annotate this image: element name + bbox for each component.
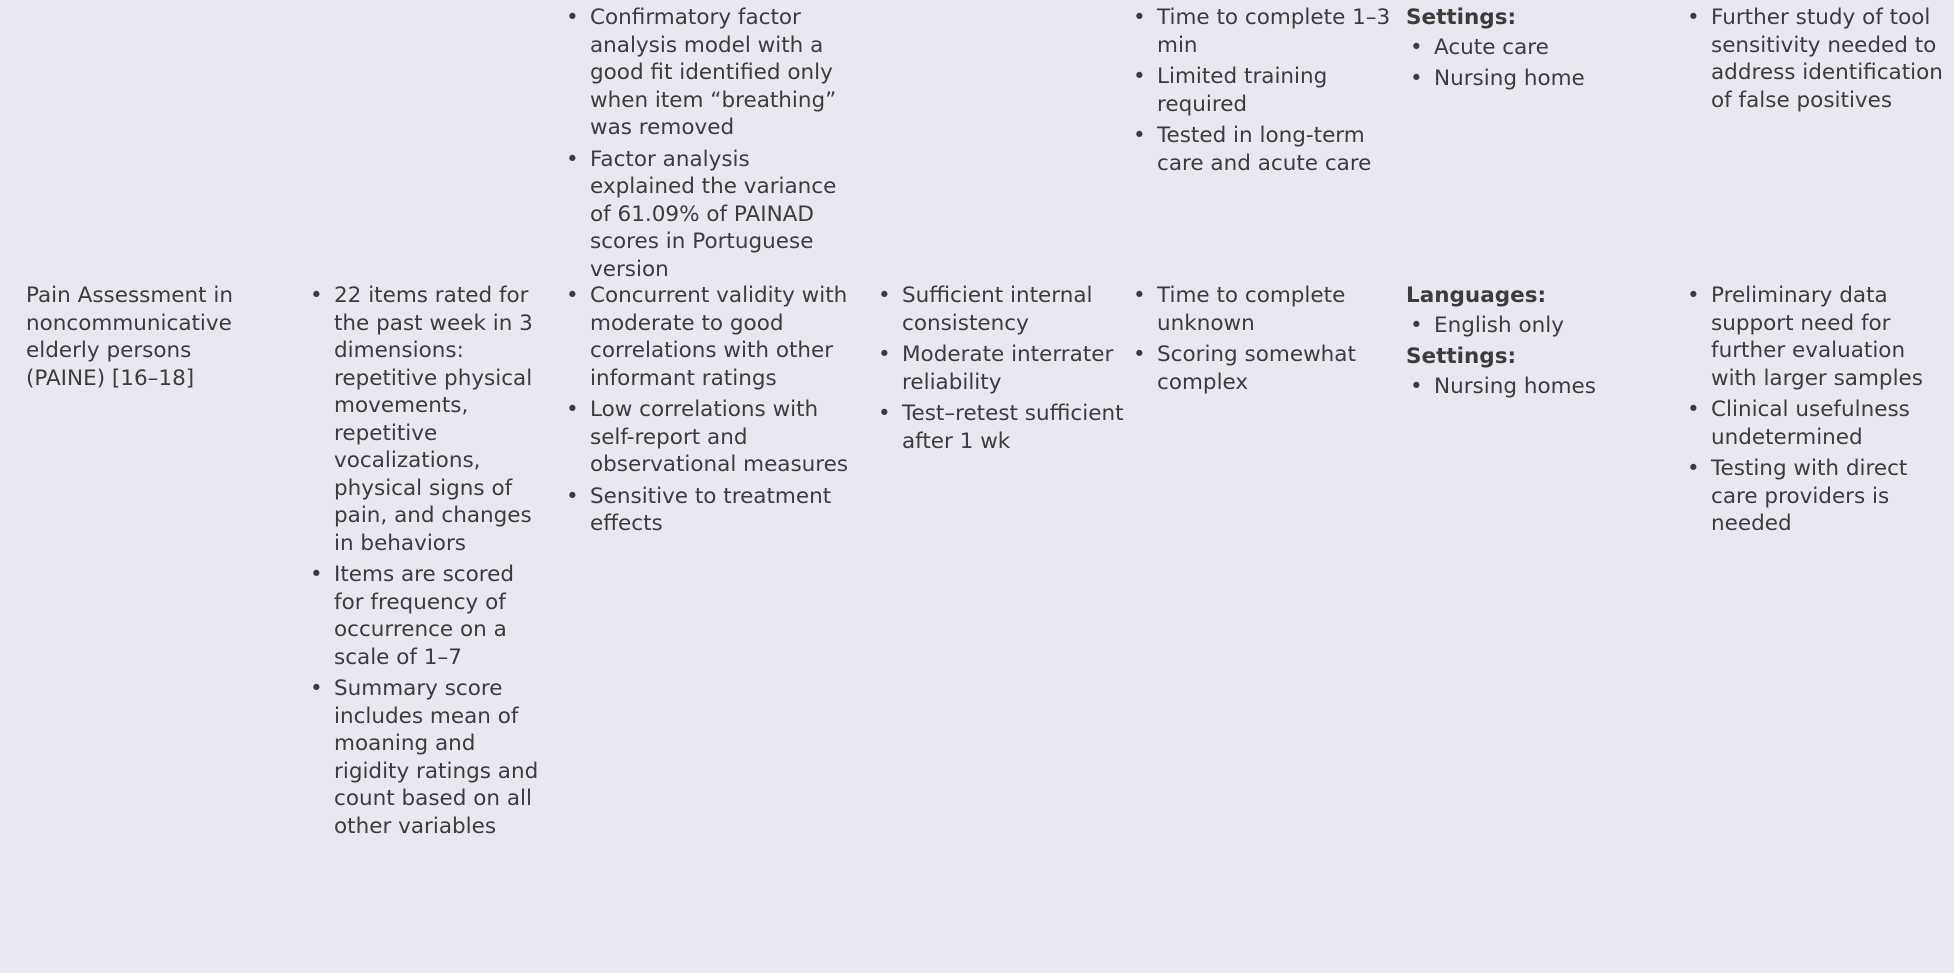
list-item: • Acute care	[1406, 34, 1676, 62]
paine-comments-cell	[1683, 282, 1945, 542]
list-item: • Preliminary data support need for further evaluation with larger samples	[1683, 282, 1945, 392]
list-item: • Factor analysis explained the variance of 61.09% of PAINAD scores in Portuguese version	[562, 146, 852, 284]
top-row-clinical-utility-cell	[1129, 4, 1409, 181]
tool-name: Pain Assessment in noncommunicative elderly persons (PAINE) [16–18]	[26, 283, 234, 391]
list-item: • Items are scored for frequency of occurrence on a scale of 1–7	[306, 561, 546, 671]
top-row-comments-cell	[1683, 4, 1945, 118]
top-row-settings-cell	[1406, 4, 1676, 97]
list-item: • Nursing home	[1406, 65, 1676, 93]
list-item: • Concurrent validity with moderate to good correlations with other informant ratings	[562, 282, 852, 392]
settings-heading: Settings:	[1406, 344, 1517, 369]
settings-heading: Settings:	[1406, 5, 1517, 30]
list-item: • Clinical usefulness undetermined	[1683, 396, 1945, 451]
list-item: • Sensitive to treatment effects	[562, 483, 852, 538]
list-item: • Sufficient internal consistency	[874, 282, 1124, 337]
languages-heading: Languages:	[1406, 283, 1547, 308]
list-item: • Time to complete unknown	[1129, 282, 1409, 337]
list-item: • Further study of tool sensitivity needed to address identification of false positives	[1683, 4, 1945, 114]
paine-description-cell	[306, 282, 546, 844]
list-item: • English only	[1406, 312, 1676, 340]
paine-clinical-utility-cell	[1129, 282, 1409, 400]
paine-validity-cell	[562, 282, 852, 542]
list-item: • Testing with direct care providers is needed	[1683, 455, 1945, 538]
list-item: • Tested in long-term care and acute care	[1129, 122, 1409, 177]
paine-reliability-cell	[874, 282, 1124, 459]
list-item: • Nursing homes	[1406, 373, 1676, 401]
list-item: • Summary score includes mean of moaning and rigidity ratings and count based on all other variables	[306, 675, 546, 840]
top-row-psychometrics-cell	[562, 4, 852, 287]
paine-languages-settings-cell	[1406, 282, 1676, 404]
list-item: • Moderate interrater reliability	[874, 341, 1124, 396]
list-item: • Low correlations with self-report and observational measures	[562, 396, 852, 479]
list-item: • Test–retest sufficient after 1 wk	[874, 400, 1124, 455]
list-item: • Time to complete 1–3 min	[1129, 4, 1409, 59]
list-item: • 22 items rated for the past week in 3 dimensions: repetitive physical movements, repetitive vocalizations, physical signs of pain, and changes in behaviors	[306, 282, 546, 557]
list-item: • Limited training required	[1129, 63, 1409, 118]
paine-tool-name-cell	[26, 282, 266, 392]
list-item: • Confirmatory factor analysis model with a good fit identified only when item “breathing” was removed	[562, 4, 852, 142]
list-item: • Scoring somewhat complex	[1129, 341, 1409, 396]
